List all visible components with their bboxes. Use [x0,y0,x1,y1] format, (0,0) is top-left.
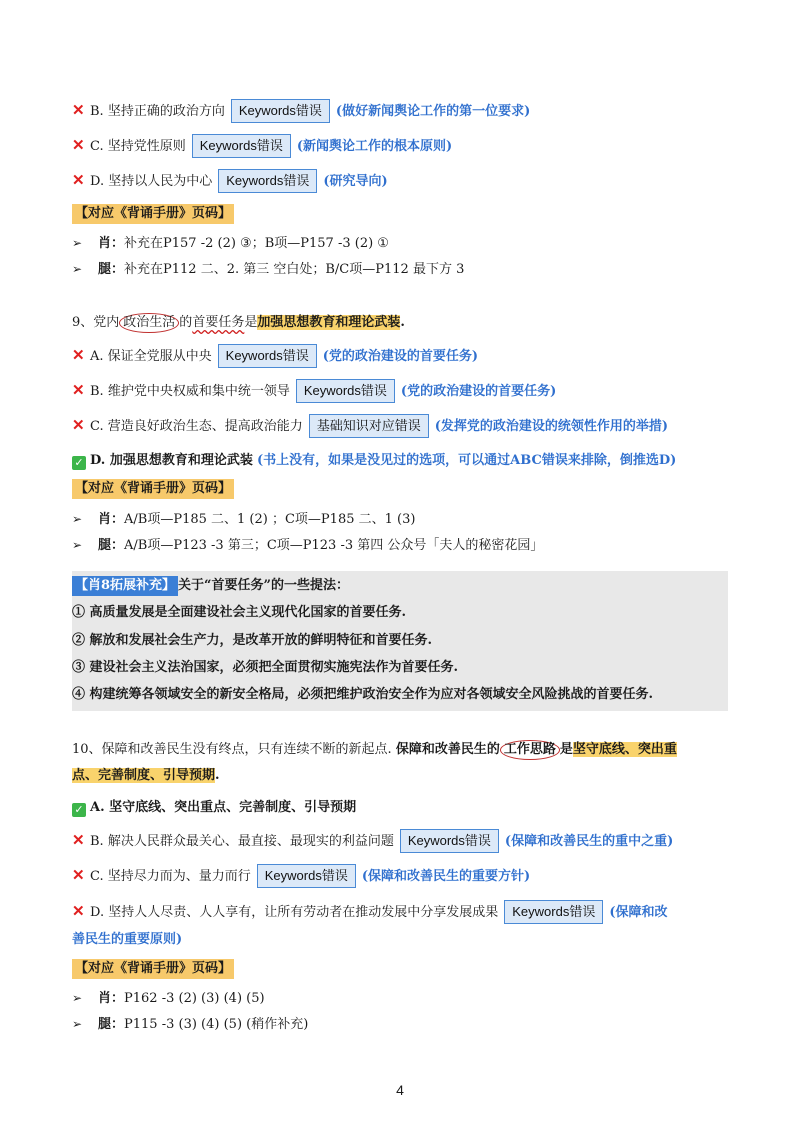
extension-title-row [72,575,730,597]
extension-item: ② 解放和发展社会生产力，是改革开放的鲜明特征和首要任务. [72,633,433,648]
arrow-bullet-icon: ➢ [72,262,83,276]
ref-label: 腿： [98,262,125,277]
option-text: A. 坚守底线、突出重点、完善制度、引导预期 [90,800,357,815]
stem-text: 是 [244,315,258,330]
stem-text: 9、党内 [72,315,120,330]
q8-ref-tui [72,258,730,281]
wrong-icon: ✕ [72,171,85,189]
q8-option-d [72,169,730,193]
option-text: C. 坚持尽力而为、量力而行 [90,869,251,884]
circled-keyword: 政治生活 [119,313,179,333]
ref-text: P162 -3 (2) (3) (4) (5) [124,991,265,1006]
ref-text: 补充在P157 -2 (2) ③；B项—P157 -3 (2) ① [124,236,389,251]
arrow-bullet-icon: ➢ [72,538,83,552]
stem-text: . [400,315,405,330]
circled-keyword: 工作思路 [500,740,560,760]
option-note: (研究导向) [323,174,388,189]
ref-label: 肖： [98,236,125,251]
wrong-icon: ✕ [72,346,85,364]
q9-ref-header-row [72,478,730,500]
stem-text: . [215,768,220,783]
q10-option-b [72,829,730,853]
option-text: D. 坚持人人尽责、人人享有，让所有劳动者在推动发展中分享发展成果 [90,905,499,920]
q10-stem-line2 [72,765,730,787]
ref-text: A/B项—P123 -3 第三；C项—P123 -3 第四 公众号「夫人的秘密花园」 [124,538,544,553]
extension-title: 关于“首要任务”的一些提法： [178,578,350,593]
extension-item: ③ 建设社会主义法治国家，必须把全面贯彻实施宪法作为首要任务. [72,660,459,675]
q10-option-a [72,797,730,819]
option-note: (发挥党的政治建设的统领性作用的举措) [434,419,669,434]
extension-item: ① 高质量发展是全面建设社会主义现代化国家的首要任务. [72,605,407,620]
wrong-icon: ✕ [72,831,85,849]
q9-ref-tui [72,534,730,557]
q10-option-c [72,864,730,888]
q10-option-d [72,900,730,924]
option-note: (党的政治建设的首要任务) [322,349,479,364]
q8-option-c [72,134,730,158]
stem-text: 是 [559,742,573,757]
q10-option-d-cont [72,929,730,951]
q10-ref-header-row [72,958,730,980]
keywords-tag: Keywords错误 [218,169,317,193]
option-note: (保障和改善民生的重中之重) [504,834,674,849]
q9-option-c [72,414,730,438]
ref-label: 腿： [98,538,125,553]
q9-option-a [72,344,730,368]
option-text: A. 保证全党服从中央 [90,349,212,364]
option-note: 善民生的重要原则) [72,932,183,947]
ref-label: 肖： [98,512,125,527]
option-note: (新闻舆论工作的根本原则) [296,139,453,154]
q9-option-b [72,379,730,403]
ref-label: 肖： [98,991,125,1006]
keywords-tag: Keywords错误 [218,344,317,368]
wrong-icon: ✕ [72,101,85,119]
q10-ref-xiao [72,987,730,1010]
option-note: (保障和改善民生的重要方针) [361,869,531,884]
stem-text: 保障和改善民生的 [395,742,500,757]
page-number: 4 [396,1082,404,1098]
ref-header: 【对应《背诵手册》页码】 [72,204,234,224]
q10-ref-tui [72,1013,730,1036]
q8-option-b [72,99,730,123]
highlighted-answer: 加强思想教育和理论武装 [257,315,401,330]
keywords-tag: Keywords错误 [192,134,291,158]
option-text: D. 加强思想教育和理论武装 [90,453,253,468]
wrong-icon: ✕ [72,381,85,399]
q8-ref-xiao [72,232,730,255]
arrow-bullet-icon: ➢ [72,1017,83,1031]
option-text: B. 坚持正确的政治方向 [90,104,225,119]
keywords-tag: Keywords错误 [257,864,356,888]
knowledge-tag: 基础知识对应错误 [309,414,429,438]
ref-label: 腿： [98,1017,125,1032]
keywords-tag: Keywords错误 [296,379,395,403]
option-text: B. 维护党中央权威和集中统一领导 [90,384,290,399]
option-note: (保障和改 [609,905,668,920]
wrong-icon: ✕ [72,136,85,154]
highlighted-answer: 坚守底线、突出重 [572,742,677,757]
q9-ref-xiao [72,508,730,531]
check-icon: ✓ [72,456,86,470]
extension-item: ④ 构建统筹各领域安全的新安全格局，必须把维护政治安全作为应对各领域安全风险挑战的首要任务. [72,687,654,702]
extension-tag: 【肖8拓展补充】 [72,576,178,596]
wavy-keyword: 首要任务 [192,315,245,330]
ref-header: 【对应《背诵手册》页码】 [72,959,234,979]
keywords-tag: Keywords错误 [231,99,330,123]
ref-text: 补充在P112 二、2. 第三 空白处；B/C项—P112 最下方 3 [124,262,465,277]
ref-header: 【对应《背诵手册》页码】 [72,479,234,499]
q9-option-d [72,450,730,472]
stem-text: 的 [179,315,193,330]
wrong-icon: ✕ [72,416,85,434]
option-note: (党的政治建设的首要任务) [400,384,557,399]
option-text: C. 营造良好政治生态、提高政治能力 [90,419,303,434]
wrong-icon: ✕ [72,866,85,884]
arrow-bullet-icon: ➢ [72,991,83,1005]
ref-text: P115 -3 (3) (4) (5) (稍作补充) [124,1017,309,1032]
option-text: B. 解决人民群众最关心、最直接、最现实的利益问题 [90,834,394,849]
wrong-icon: ✕ [72,902,85,920]
check-icon: ✓ [72,803,86,817]
option-note: (做好新闻舆论工作的第一位要求) [335,104,531,119]
arrow-bullet-icon: ➢ [72,236,83,250]
highlighted-answer: 点、完善制度、引导预期 [72,768,216,783]
q9-stem [72,312,730,334]
option-note: (书上没有，如果是没见过的选项，可以通过ABC错误来排除，倒推选D) [257,453,677,468]
option-text: D. 坚持以人民为中心 [90,174,213,189]
arrow-bullet-icon: ➢ [72,512,83,526]
ref-text: A/B项—P185 二、1 (2) ；C项—P185 二、1 (3) [124,512,416,527]
option-text: C. 坚持党性原则 [90,139,186,154]
q8-ref-header-row [72,203,730,225]
q10-stem-line1 [72,739,730,761]
keywords-tag: Keywords错误 [504,900,603,924]
stem-text: 10、保障和改善民生没有终点，只有连续不断的新起点. [72,742,396,757]
keywords-tag: Keywords错误 [400,829,499,853]
